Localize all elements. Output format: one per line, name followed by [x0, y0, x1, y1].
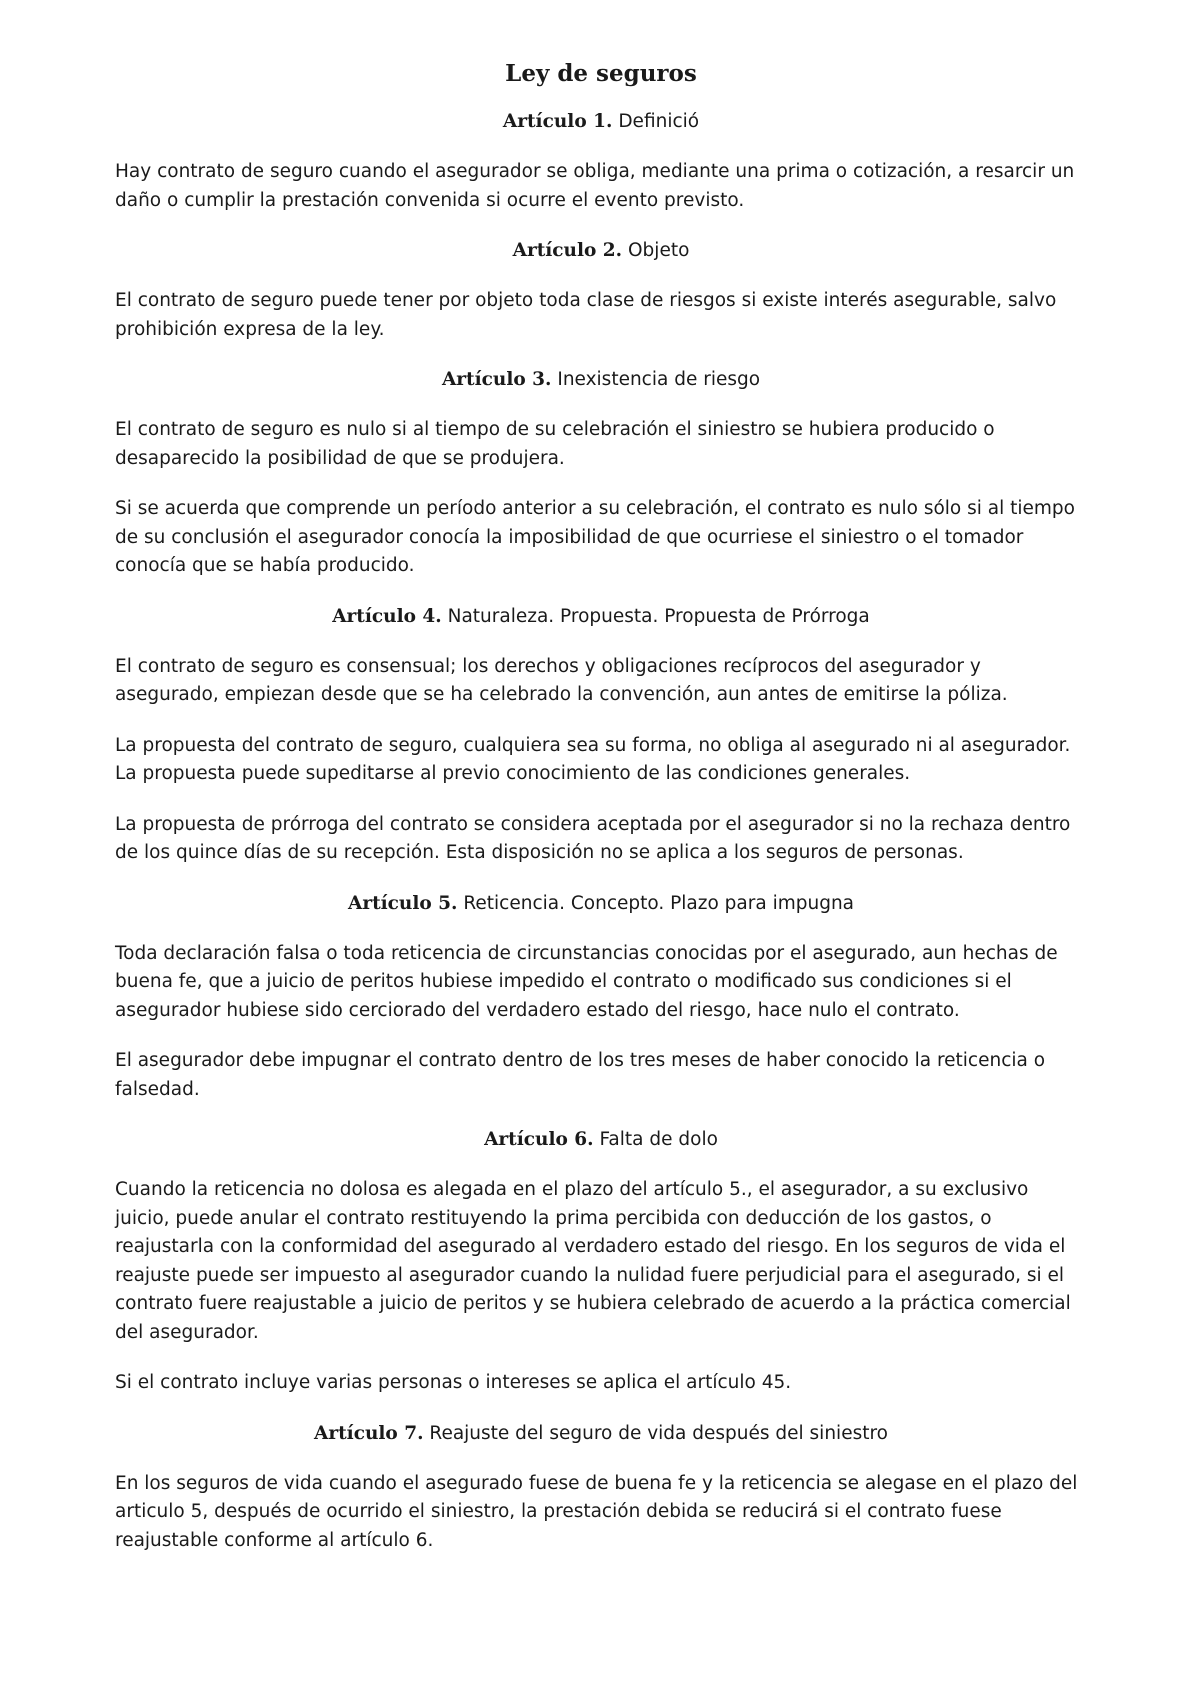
article-paragraph: En los seguros de vida cuando el asegurado fuese de buena fe y la reticencia se alegase en el plazo del articulo 5, después de ocurrido el siniestro, la prestación debida se reducirá si el contrato fuese reajustable conforme al artículo 6.: [115, 1472, 1078, 1551]
article-paragraph: El contrato de seguro es consensual; los derechos y obligaciones recíprocos del asegurador y asegurado, empiezan desde que se ha celebrado la convención, aun antes de emitirse la póliza.: [115, 655, 1008, 705]
article-heading: [115, 1126, 1087, 1154]
article-heading: [115, 108, 1087, 136]
article-name: Reticencia. Concepto. Plazo para impugna: [463, 892, 855, 914]
article-name: Objeto: [628, 240, 690, 261]
article-2: [115, 237, 1087, 344]
article-name: Reajuste del seguro de vida después del siniestro: [429, 1422, 888, 1444]
article-paragraph: Hay contrato de seguro cuando el asegurador se obliga, mediante una prima o cotización, a resarcir un daño o cumplir la prestación convenida si ocurre el evento previsto.: [115, 161, 1075, 211]
article-number: Artículo 3.: [441, 369, 552, 390]
article-paragraph: Toda declaración falsa o toda reticencia de circunstancias conocidas por el asegurado, aun hechas de buena fe, que a juicio de peritos hubiese impedido el contrato o modificado sus condiciones si el asegurador hubiese sido cerciorado del verdadero estado del riesgo, hace nulo el contrato.: [115, 942, 1058, 1021]
article-number: Artículo 5.: [347, 892, 458, 914]
article-paragraph: Cuando la reticencia no dolosa es alegada en el plazo del artículo 5., el asegurador, a su exclusivo juicio, puede anular el contrato restituyendo la prima percibida con deducción de los gastos, o reajustarla con la conformidad del asegurado al verdadero estado del riesgo. En los seguros de vida el reajuste puede ser impuesto al asegurador cuando la nulidad fuere perjudicial para el asegurado, si el contrato fuere reajustable a juicio de peritos y se hubiera celebrado de acuerdo a la práctica comercial del asegurador.: [115, 1179, 1071, 1343]
article-name: Inexistencia de riesgo: [557, 369, 761, 390]
article-heading: [115, 1420, 1087, 1448]
article-4: [115, 603, 1087, 868]
article-paragraph: El contrato de seguro puede tener por objeto toda clase de riesgos si existe interés asegurable, salvo prohibición expresa de la ley.: [115, 290, 1057, 340]
article-number: Artículo 7.: [314, 1422, 424, 1444]
article-paragraph: El contrato de seguro es nulo si al tiempo de su celebración el siniestro se hubiera producido o desaparecido la posibilidad de que se produjera.: [115, 419, 995, 469]
article-heading: [115, 890, 1087, 918]
article-paragraph: Si el contrato incluye varias personas o intereses se aplica el artículo 45.: [115, 1372, 792, 1393]
article-name: Naturaleza. Propuesta. Propuesta de Prórroga: [447, 605, 870, 627]
article-name: Falta de dolo: [599, 1129, 718, 1150]
article-5: [115, 890, 1087, 1105]
article-number: Artículo 6.: [484, 1129, 594, 1150]
document-title: Ley de seguros: [505, 60, 697, 87]
article-paragraph: El asegurador debe impugnar el contrato dentro de los tres meses de haber conocido la reticencia o falsedad.: [115, 1050, 1046, 1100]
article-number: Artículo 1.: [502, 111, 613, 132]
article-number: Artículo 2.: [512, 240, 623, 261]
article-3: [115, 366, 1087, 581]
article-heading: [115, 603, 1087, 631]
article-number: Artículo 4.: [332, 605, 442, 627]
article-heading: [115, 366, 1087, 394]
article-1: [115, 108, 1087, 215]
article-6: [115, 1126, 1087, 1398]
article-heading: [115, 237, 1087, 265]
article-name: Definició: [618, 111, 700, 132]
article-paragraph: La propuesta de prórroga del contrato se considera aceptada por el asegurador si no la rechaza dentro de los quince días de su recepción. Esta disposición no se aplica a los seguros de personas.: [115, 813, 1071, 863]
article-paragraph: La propuesta del contrato de seguro, cualquiera sea su forma, no obliga al asegurado ni al asegurador. La propuesta puede supeditarse al previo conocimiento de las condiciones generales.: [115, 734, 1071, 784]
article-7: [115, 1420, 1087, 1556]
article-paragraph: Si se acuerda que comprende un período anterior a su celebración, el contrato es nulo sólo si al tiempo de su conclusión el asegurador conocía la imposibilidad de que ocurriese el siniestro o el tomador conocía que se había producido.: [115, 498, 1075, 576]
